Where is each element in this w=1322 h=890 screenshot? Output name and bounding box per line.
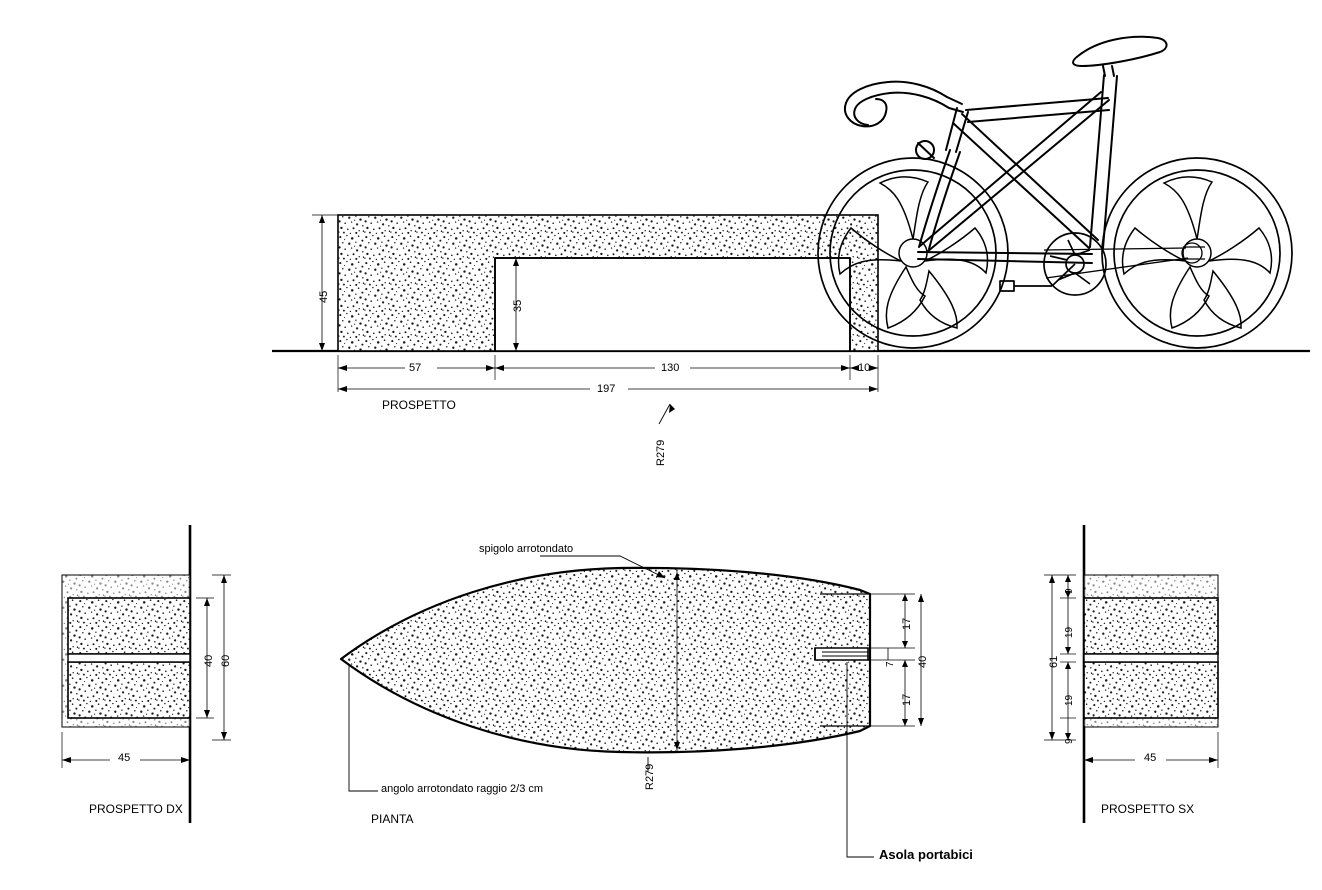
dim-pianta-slot: 7 (885, 661, 896, 667)
dim-dx-height-total: 60 (220, 654, 232, 667)
dim-sx-total: 61 (1048, 655, 1060, 668)
dim-sx-width: 45 (1144, 752, 1157, 764)
note-asola-portabici: Asola portabici (879, 847, 973, 862)
view-title-prospetto-dx: PROSPETTO DX (89, 802, 183, 816)
view-title-prospetto-sx: PROSPETTO SX (1101, 802, 1195, 816)
dim-dx-width: 45 (118, 752, 131, 764)
dim-prospetto-height-total: 45 (318, 290, 330, 303)
dim-prospetto-length-left: 57 (409, 362, 422, 374)
dim-dx-height-inner: 40 (203, 654, 215, 667)
dim-prospetto-length-right: 10 (858, 362, 871, 374)
radius-callout-pianta: R279 (644, 763, 656, 790)
dim-prospetto-height-opening: 35 (512, 299, 524, 312)
view-title-prospetto: PROSPETTO (382, 398, 456, 412)
dim-sx-bottom-small: 9 (1064, 738, 1075, 744)
dim-pianta-bottom: 17 (901, 693, 913, 706)
dim-sx-top-mid: 19 (1064, 626, 1075, 638)
dim-sx-bottom-mid: 19 (1064, 694, 1075, 706)
note-angolo-arrotondato: angolo arrotondato raggio 2/3 cm (381, 783, 544, 795)
dim-pianta-top: 17 (901, 617, 913, 630)
radius-callout-prospetto: R279 (655, 439, 667, 466)
view-title-pianta: PIANTA (371, 812, 414, 826)
note-spigolo-arrotondato: spigolo arrotondato (479, 543, 574, 555)
dim-prospetto-length-total: 197 (597, 383, 616, 395)
dim-prospetto-length-middle: 130 (661, 362, 680, 374)
dim-pianta-middle: 40 (917, 655, 929, 668)
dim-sx-top-small: 9 (1064, 588, 1075, 594)
